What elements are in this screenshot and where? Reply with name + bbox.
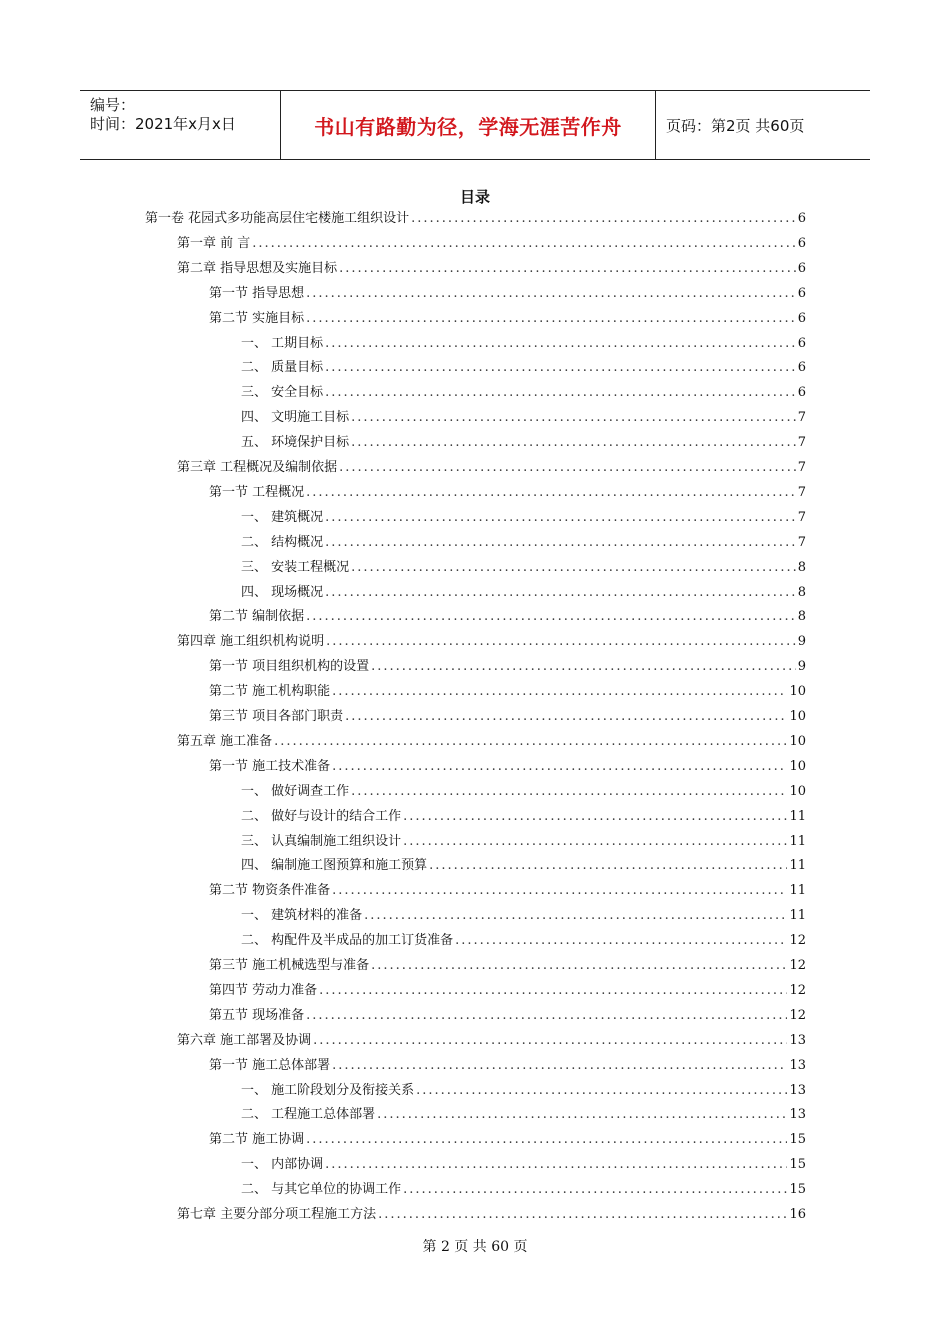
toc-entry[interactable] (241, 382, 806, 404)
header-page-info: 页码：第2页 共60页 (666, 116, 805, 135)
toc-entry-page: 7 (797, 534, 806, 550)
toc-entry-page: 11 (789, 833, 806, 849)
toc-entry-title: 第一节 项目组织机构的设置 (209, 659, 370, 675)
toc-entry-page: 8 (797, 609, 806, 625)
toc-entry-page: 6 (797, 335, 806, 351)
toc-entry[interactable] (209, 980, 806, 1002)
toc-leader-dots (351, 781, 787, 803)
toc-entry-title: 第五章 施工准备 (177, 733, 273, 749)
toc-entry-title: 二、 与其它单位的协调工作 (241, 1182, 402, 1198)
toc-leader-dots (325, 357, 796, 379)
toc-entry[interactable] (209, 1005, 806, 1027)
header-motto-cell (280, 91, 656, 159)
toc-entry[interactable] (241, 1104, 806, 1126)
toc-leader-dots (325, 507, 796, 529)
toc-leader-dots (326, 631, 796, 653)
toc-leader-dots (313, 1030, 787, 1052)
toc-entry-title: 第四章 施工组织机构说明 (177, 634, 325, 650)
header-meta-cell (80, 91, 280, 159)
toc-entry-title: 第五节 现场准备 (209, 1007, 305, 1023)
toc-entry-page: 15 (789, 1157, 806, 1173)
toc-entry-page: 9 (797, 634, 806, 650)
header-page-cell (656, 91, 870, 159)
toc-entry-page: 10 (789, 733, 806, 749)
document-time-label: 时间：2021年x月x日 (90, 115, 236, 133)
toc-entry[interactable] (209, 880, 806, 902)
toc-entry-page: 6 (797, 360, 806, 376)
toc-leader-dots (306, 283, 796, 305)
toc-leader-dots (325, 333, 796, 355)
toc-leader-dots (411, 208, 796, 230)
toc-leader-dots (371, 656, 796, 678)
toc-leader-dots (378, 1204, 787, 1226)
toc-entry[interactable] (209, 1055, 806, 1077)
toc-entry-title: 第六章 施工部署及协调 (177, 1032, 312, 1048)
toc-entry[interactable] (241, 557, 806, 579)
toc-entry-title: 一、 工期目标 (241, 335, 324, 351)
toc-entry[interactable] (209, 308, 806, 330)
toc-entry[interactable] (209, 756, 806, 778)
toc-entry[interactable] (209, 1129, 806, 1151)
toc-entry-page: 6 (797, 310, 806, 326)
toc-entry-page: 6 (797, 211, 806, 226)
toc-entry[interactable] (241, 806, 806, 828)
toc-entry-title: 第一节 指导思想 (209, 285, 305, 301)
toc-entry-title: 第三节 施工机械选型与准备 (209, 958, 370, 973)
toc-entry-title: 第七章 主要分部分项工程施工方法 (177, 1207, 377, 1222)
toc-entry-page: 6 (797, 385, 806, 401)
toc-entry-page: 6 (797, 285, 806, 301)
toc-leader-dots (377, 1104, 787, 1126)
toc-entry-title: 第二节 施工协调 (209, 1132, 305, 1148)
toc-leader-dots (252, 233, 795, 255)
toc-entry-page: 12 (789, 958, 806, 973)
toc-entry-title: 一、 建筑概况 (241, 509, 324, 525)
toc-entry-title: 第二章 指导思想及实施目标 (177, 260, 338, 276)
toc-entry-title: 三、 安全目标 (241, 385, 324, 401)
toc-entry-title: 四、 编制施工图预算和施工预算 (241, 858, 428, 874)
toc-entry-title: 三、 认真编制施工组织设计 (241, 833, 402, 849)
toc-entry-page: 7 (797, 509, 806, 525)
toc-title: 目录 (459, 188, 490, 206)
toc-entry[interactable] (209, 681, 806, 703)
toc-entry-title: 一、 内部协调 (241, 1157, 324, 1173)
toc-leader-dots (339, 457, 796, 479)
toc-leader-dots (325, 532, 796, 554)
toc-entry[interactable] (241, 1154, 806, 1176)
toc-entry-title: 二、 结构概况 (241, 534, 324, 550)
toc-leader-dots (274, 731, 787, 753)
toc-leader-dots (332, 681, 787, 703)
toc-leader-dots (455, 930, 787, 952)
toc-leader-dots (403, 1179, 787, 1201)
toc-leader-dots (339, 258, 796, 280)
toc-entry-page: 11 (789, 883, 806, 899)
toc-entry-page: 13 (789, 1032, 806, 1048)
toc-entry[interactable] (241, 855, 806, 877)
toc-entry[interactable] (241, 407, 806, 429)
toc-leader-dots (325, 582, 796, 604)
toc-entry-page: 7 (797, 435, 806, 451)
toc-leader-dots (325, 382, 796, 404)
toc-entry-page: 8 (797, 584, 806, 600)
toc-entry-page: 8 (797, 559, 806, 575)
toc-leader-dots (332, 1055, 787, 1077)
toc-entry[interactable] (241, 532, 806, 554)
toc-entry-title: 一、 施工阶段划分及衔接关系 (241, 1082, 415, 1098)
toc-entry-title: 一、 做好调查工作 (241, 783, 350, 799)
toc-leader-dots (332, 880, 787, 902)
toc-entry[interactable] (241, 930, 806, 952)
toc-entry-title: 第一节 工程概况 (209, 484, 305, 500)
toc-entry-title: 二、 构配件及半成品的加工订货准备 (241, 933, 454, 949)
toc-entry-page: 12 (789, 933, 806, 949)
toc-entry-title: 一、 建筑材料的准备 (241, 908, 363, 924)
toc-leader-dots (325, 1154, 787, 1176)
toc-entry-title: 四、 现场概况 (241, 584, 324, 600)
toc-entry-title: 二、 做好与设计的结合工作 (241, 808, 402, 824)
toc-entry-page: 13 (789, 1107, 806, 1123)
toc-entry[interactable] (241, 357, 806, 379)
toc-entry-page: 10 (789, 709, 806, 724)
toc-entry-title: 第一卷 花园式多功能高层住宅楼施工组织设计 (145, 211, 410, 226)
toc-leader-dots (351, 407, 796, 429)
toc-entry-page: 13 (789, 1057, 806, 1073)
page-footer: 第 2 页 共 60 页 (422, 1239, 528, 1255)
toc-entry-page: 15 (789, 1132, 806, 1148)
toc-entry-page: 12 (789, 982, 806, 998)
toc-entry-title: 第二节 编制依据 (209, 609, 305, 625)
toc-leader-dots (306, 1005, 787, 1027)
toc-entry-title: 第一节 施工总体部署 (209, 1057, 331, 1073)
toc-entry[interactable] (177, 731, 806, 753)
toc-leader-dots (306, 1129, 787, 1151)
toc-entry[interactable] (177, 258, 806, 280)
toc-entry[interactable] (209, 606, 806, 628)
toc-entry[interactable] (177, 457, 806, 479)
toc-entry[interactable] (209, 955, 806, 977)
toc-entry[interactable] (241, 507, 806, 529)
toc-leader-dots (371, 955, 787, 977)
toc-entry-title: 二、 工程施工总体部署 (241, 1107, 376, 1123)
toc-leader-dots (429, 855, 787, 877)
toc-leader-dots (306, 606, 796, 628)
toc-leader-dots (306, 308, 796, 330)
toc-leader-dots (351, 432, 796, 454)
toc-entry[interactable] (241, 432, 806, 454)
document-number-label: 编号： (90, 96, 136, 114)
toc-entry[interactable] (209, 482, 806, 504)
toc-leader-dots (351, 557, 796, 579)
toc-entry-page: 6 (797, 235, 806, 251)
toc-entry[interactable] (177, 233, 806, 255)
toc-entry-title: 第二节 物资条件准备 (209, 883, 331, 899)
toc-entry-page: 12 (789, 1007, 806, 1023)
toc-entry-title: 第二节 施工机构职能 (209, 684, 331, 700)
toc-entry[interactable] (177, 1030, 806, 1052)
toc-entry[interactable] (241, 1179, 806, 1201)
toc-entry[interactable] (241, 831, 806, 853)
toc-leader-dots (364, 905, 787, 927)
toc-entry-title: 二、 质量目标 (241, 360, 324, 376)
toc-entry-title: 第四节 劳动力准备 (209, 982, 318, 998)
toc-entry-page: 15 (789, 1182, 806, 1198)
toc-entry-page: 16 (789, 1207, 806, 1222)
toc-entry-page: 10 (789, 684, 806, 700)
toc-entry-page: 7 (797, 460, 806, 475)
toc-entry-page: 10 (789, 758, 806, 774)
toc-entry-title: 四、 文明施工目标 (241, 410, 350, 426)
toc-entry-page: 7 (797, 484, 806, 500)
toc-entry-title: 第三章 工程概况及编制依据 (177, 460, 338, 475)
toc-entry-title: 第三节 项目各部门职责 (209, 709, 344, 724)
toc-leader-dots (416, 1080, 787, 1102)
toc-entry[interactable] (209, 656, 806, 678)
toc-entry[interactable] (177, 631, 806, 653)
toc-entry[interactable] (177, 1204, 806, 1226)
toc-entry-page: 11 (789, 858, 806, 874)
toc-entry-page: 10 (789, 783, 806, 799)
header-motto: 书山有路勤为径，学海无涯苦作舟 (314, 114, 622, 139)
toc-entry-page: 6 (797, 260, 806, 276)
toc-leader-dots (319, 980, 787, 1002)
toc-entry-title: 五、 环境保护目标 (241, 435, 350, 451)
toc-leader-dots (403, 806, 787, 828)
toc-entry[interactable] (241, 582, 806, 604)
toc-entry-page: 9 (797, 659, 806, 675)
toc-entry[interactable] (241, 333, 806, 355)
toc-entry-title: 第一章 前 言 (177, 235, 251, 251)
toc-entry[interactable] (241, 781, 806, 803)
toc-entry[interactable] (145, 208, 806, 230)
toc-entry[interactable] (209, 283, 806, 305)
toc-entry-title: 第二节 实施目标 (209, 310, 305, 326)
toc-leader-dots (403, 831, 787, 853)
toc-entry-page: 13 (789, 1082, 806, 1098)
toc-entry[interactable] (241, 1080, 806, 1102)
header-table (80, 90, 870, 160)
toc-entry-title: 三、 安装工程概况 (241, 559, 350, 575)
toc-leader-dots (345, 706, 787, 728)
toc-entry-page: 7 (797, 410, 806, 426)
toc-entry[interactable] (241, 905, 806, 927)
toc-entry-title: 第一节 施工技术准备 (209, 758, 331, 774)
toc-entry-page: 11 (789, 808, 806, 824)
toc-leader-dots (332, 756, 787, 778)
toc-entry-page: 11 (789, 908, 806, 924)
toc-leader-dots (306, 482, 796, 504)
toc-entry[interactable] (209, 706, 806, 728)
